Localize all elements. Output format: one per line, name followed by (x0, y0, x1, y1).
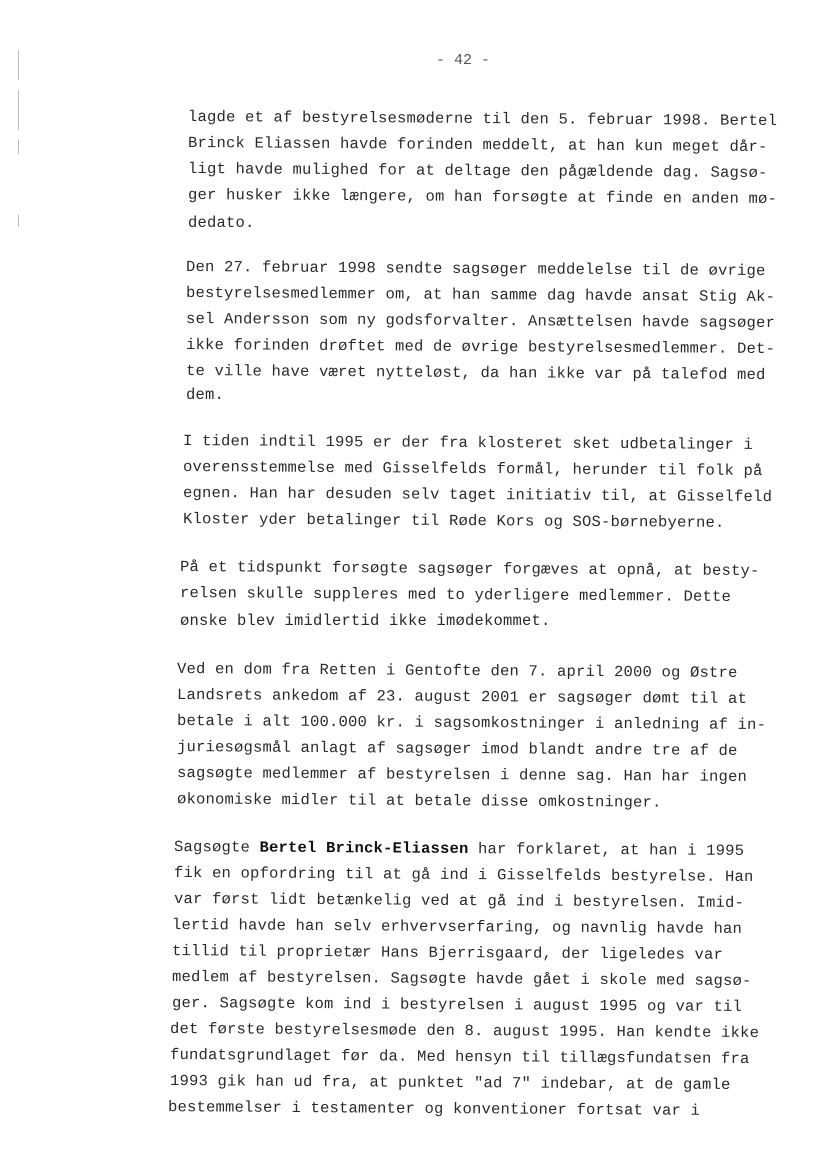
text-line: tillid til proprietær Hans Bjerrisgaard, der ligeledes var (171, 942, 724, 964)
text-line: egnen. Han har desuden selv taget initiativ til, at Gisselfeld (182, 483, 773, 507)
text-line: sagsøgte medlemmer af bestyrelsen i denne sag. Han har ingen (176, 764, 748, 786)
text-line: lertid havde han selv erhvervserfaring, og navnlig havde han (171, 916, 743, 938)
text-line: ønske blev imidlertid ikke imødekommet. (180, 612, 551, 630)
text-line: Brinck Eliassen havde forinden meddelt, at han kun meget dår- (187, 133, 768, 157)
text-line: juriesøgsmål anlagt af sagsøger imod blandt andre tre af de (176, 738, 738, 760)
text-line: overensstemmelse med Gisselfelds formål, herunder til folk på (182, 457, 763, 481)
text-line: var først lidt betænkelig ved at gå ind i bestyrelsen. Imid- (173, 890, 745, 912)
text-line: I tiden indtil 1995 er der fra klosteret sket udbetalinger i (182, 432, 754, 454)
text-line: ligt havde mulighed for at deltage den pågældende dag. Sagsø- (187, 159, 768, 183)
text-line: ger. Sagsøgte kom ind i bestyrelsen i august 1995 og var til (171, 994, 743, 1016)
text-line: sel Andersson som ny godsforvalter. Ansættelsen havde sagsøger (185, 309, 776, 333)
witness-name: Bertel Brinck-Eliassen (259, 838, 469, 859)
text-line: økonomiske midler til at betale disse omkostninger. (176, 790, 662, 812)
text-suffix: har forklaret, at han i 1995 (468, 840, 745, 860)
text-line: lagde et af bestyrelsesmøderne til den 5. februar 1998. Bertel (187, 107, 778, 131)
margin-scan-marks (14, 40, 26, 240)
text-line: dem. (186, 386, 225, 404)
text-line: dedato. (188, 214, 255, 232)
text-line: fik en opfordring til at gå ind i Gisselfelds bestyrelse. Han (173, 863, 754, 887)
text-line: betale i alt 100.000 kr. i sagsomkostninger i anledning af in- (176, 711, 767, 735)
text-prefix: Sagsøgte (173, 838, 260, 857)
text-line: Ved en dom fra Retten i Gentofte den 7. april 2000 og Østre (176, 660, 738, 682)
text-line: bestemmelser i testamenter og konventioner fortsat var i (167, 1098, 701, 1120)
text-line: Den 27. februar 1998 sendte sagsøger meddelelse til de øvrige (185, 257, 766, 281)
text-line: 1993 gik han ud fra, at punktet "ad 7" indebar, at de gamle (169, 1072, 731, 1094)
text-line: relsen skulle suppleres med to yderligere medlemmer. Dette (179, 584, 732, 606)
text-line: medlem af bestyrelsen. Sagsøgte havde gået i skole med sagsø- (171, 967, 752, 991)
page-number: - 42 - (435, 52, 490, 69)
text-line: Landsrets ankedom af 23. august 2001 er sagsøger dømt til at (176, 686, 748, 708)
text-line: ikke forinden drøftet med de øvrige bestyrelsesmedlemmer. Det- (185, 335, 776, 359)
text-line: bestyrelsesmedlemmer om, at han samme dag havde ansat Stig Ak- (185, 283, 776, 307)
text-line: ger husker ikke længere, om han forsøgte at finde en anden mø- (187, 185, 778, 209)
text-line: te ville have været nytteløst, da han ikke var på talefod med (185, 361, 766, 385)
text-line: det første bestyrelsesmøde den 8. august 1995. Han kendte ikke (169, 1019, 760, 1043)
text-line: På et tidspunkt forsøgte sagsøger forgæves at opnå, at besty- (179, 557, 760, 581)
text-line: fundatsgrundlaget før da. Med hensyn til tillægsfundatsen fra (169, 1045, 750, 1069)
text-line: Kloster yder betalinger til Røde Kors og SOS-børnebyerne. (182, 510, 725, 532)
text-line-first (174, 840, 744, 859)
